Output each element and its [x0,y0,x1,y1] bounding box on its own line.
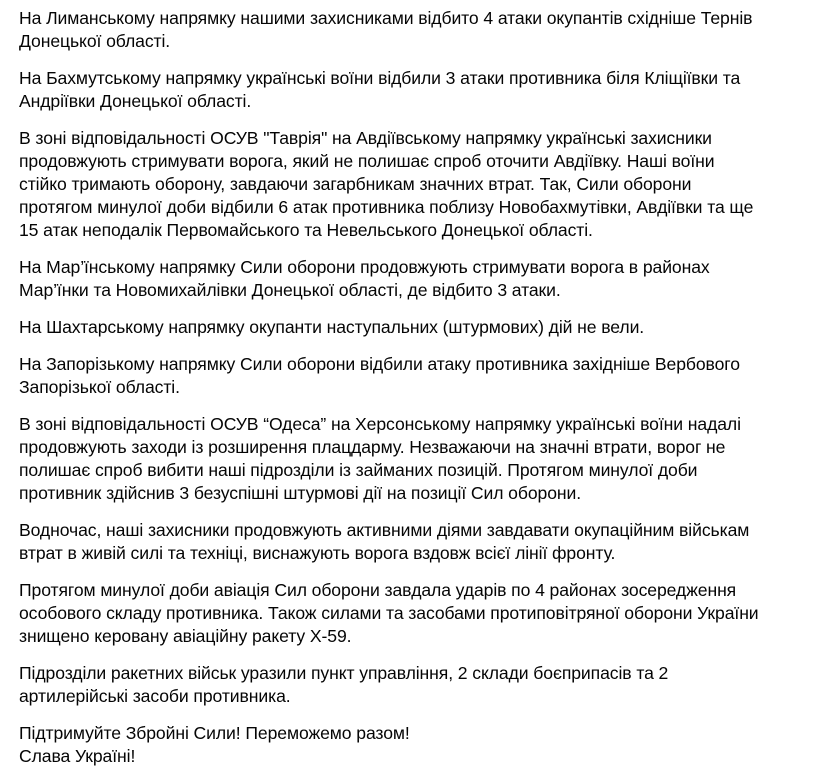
paragraph-tavria-avdiivka [19,127,818,242]
paragraph-zaporizhzhia [19,353,818,399]
text-line: В зоні відповідальності ОСУВ "Таврія" на Авдіївському напрямку українські захисники [19,128,712,148]
paragraph-odesa-kherson [19,413,818,505]
text-line: Слава Україні! [19,746,136,766]
text-line: Водночас, наші захисники продовжують активними діями завдавати окупаційним військам [19,520,750,540]
text-line: Донецької області. [19,31,171,51]
paragraph-marinka [19,256,818,302]
text-line: продовжують заходи із розширення плацдарму. Незважаючи на значні втрати, ворог не [19,437,726,457]
text-line: артилерійські засоби противника. [19,686,291,706]
text-line: противник здійснив 3 безуспішні штурмові дії на позиції Сил оборони. [19,483,582,503]
text-line: Протягом минулої доби авіація Сил оборони завдала ударів по 4 районах зосередження [19,580,737,600]
text-line: полишає спроб вибити наші підрозділи із займаних позицій. Протягом минулої доби [19,460,698,480]
paragraph-losses [19,519,818,565]
text-line: втрат в живій силі та техніці, виснажують ворога вздовж всієї лінії фронту. [19,543,616,563]
text-line: На Шахтарському напрямку окупанти наступальних (штурмових) дій не вели. [19,317,645,337]
text-line: Підтримуйте Збройні Сили! Переможемо разом! [19,723,410,743]
text-line: Підрозділи ракетних військ уразили пункт управління, 2 склади боєприпасів та 2 [19,663,669,683]
text-line: стійко тримають оборону, завдаючи загарбникам значних втрат. Так, Сили оборони [19,174,692,194]
text-line: На Лиманському напрямку нашими захисниками відбито 4 атаки окупантів східніше Тернів [19,8,753,28]
text-line: продовжують стримувати ворога, який не полишає спроб оточити Авдіївку. Наші воїни [19,151,715,171]
text-line: 15 атак неподалік Первомайського та Невельського Донецької області. [19,220,593,240]
text-line: Мар’їнки та Новомихайлівки Донецької області, де відбито 3 атаки. [19,280,561,300]
text-line: Андріївки Донецької області. [19,91,252,111]
text-line: В зоні відповідальності ОСУВ “Одеса” на Херсонському напрямку українські воїни надалі [19,414,741,434]
paragraph-bakhmut [19,67,818,113]
paragraph-lyman [19,7,818,53]
text-line: особового складу противника. Також силами та засобами протиповітряної оборони України [19,603,759,623]
text-line: знищено керовану авіаційну ракету Х-59. [19,626,352,646]
paragraph-missile-troops [19,662,818,708]
paragraph-shakhtarsk [19,316,818,339]
text-line: Запорізької області. [19,377,180,397]
paragraph-closing [19,722,818,768]
text-line: На Запорізькому напрямку Сили оборони відбили атаку противника західніше Вербового [19,354,740,374]
text-line: протягом минулої доби відбили 6 атак противника поблизу Новобахмутівки, Авдіївки та ще [19,197,754,217]
text-line: На Мар’їнському напрямку Сили оборони продовжують стримувати ворога в районах [19,257,710,277]
paragraph-aviation [19,579,818,648]
text-line: На Бахмутському напрямку українські воїни відбили 3 атаки противника біля Кліщіївки та [19,68,741,88]
